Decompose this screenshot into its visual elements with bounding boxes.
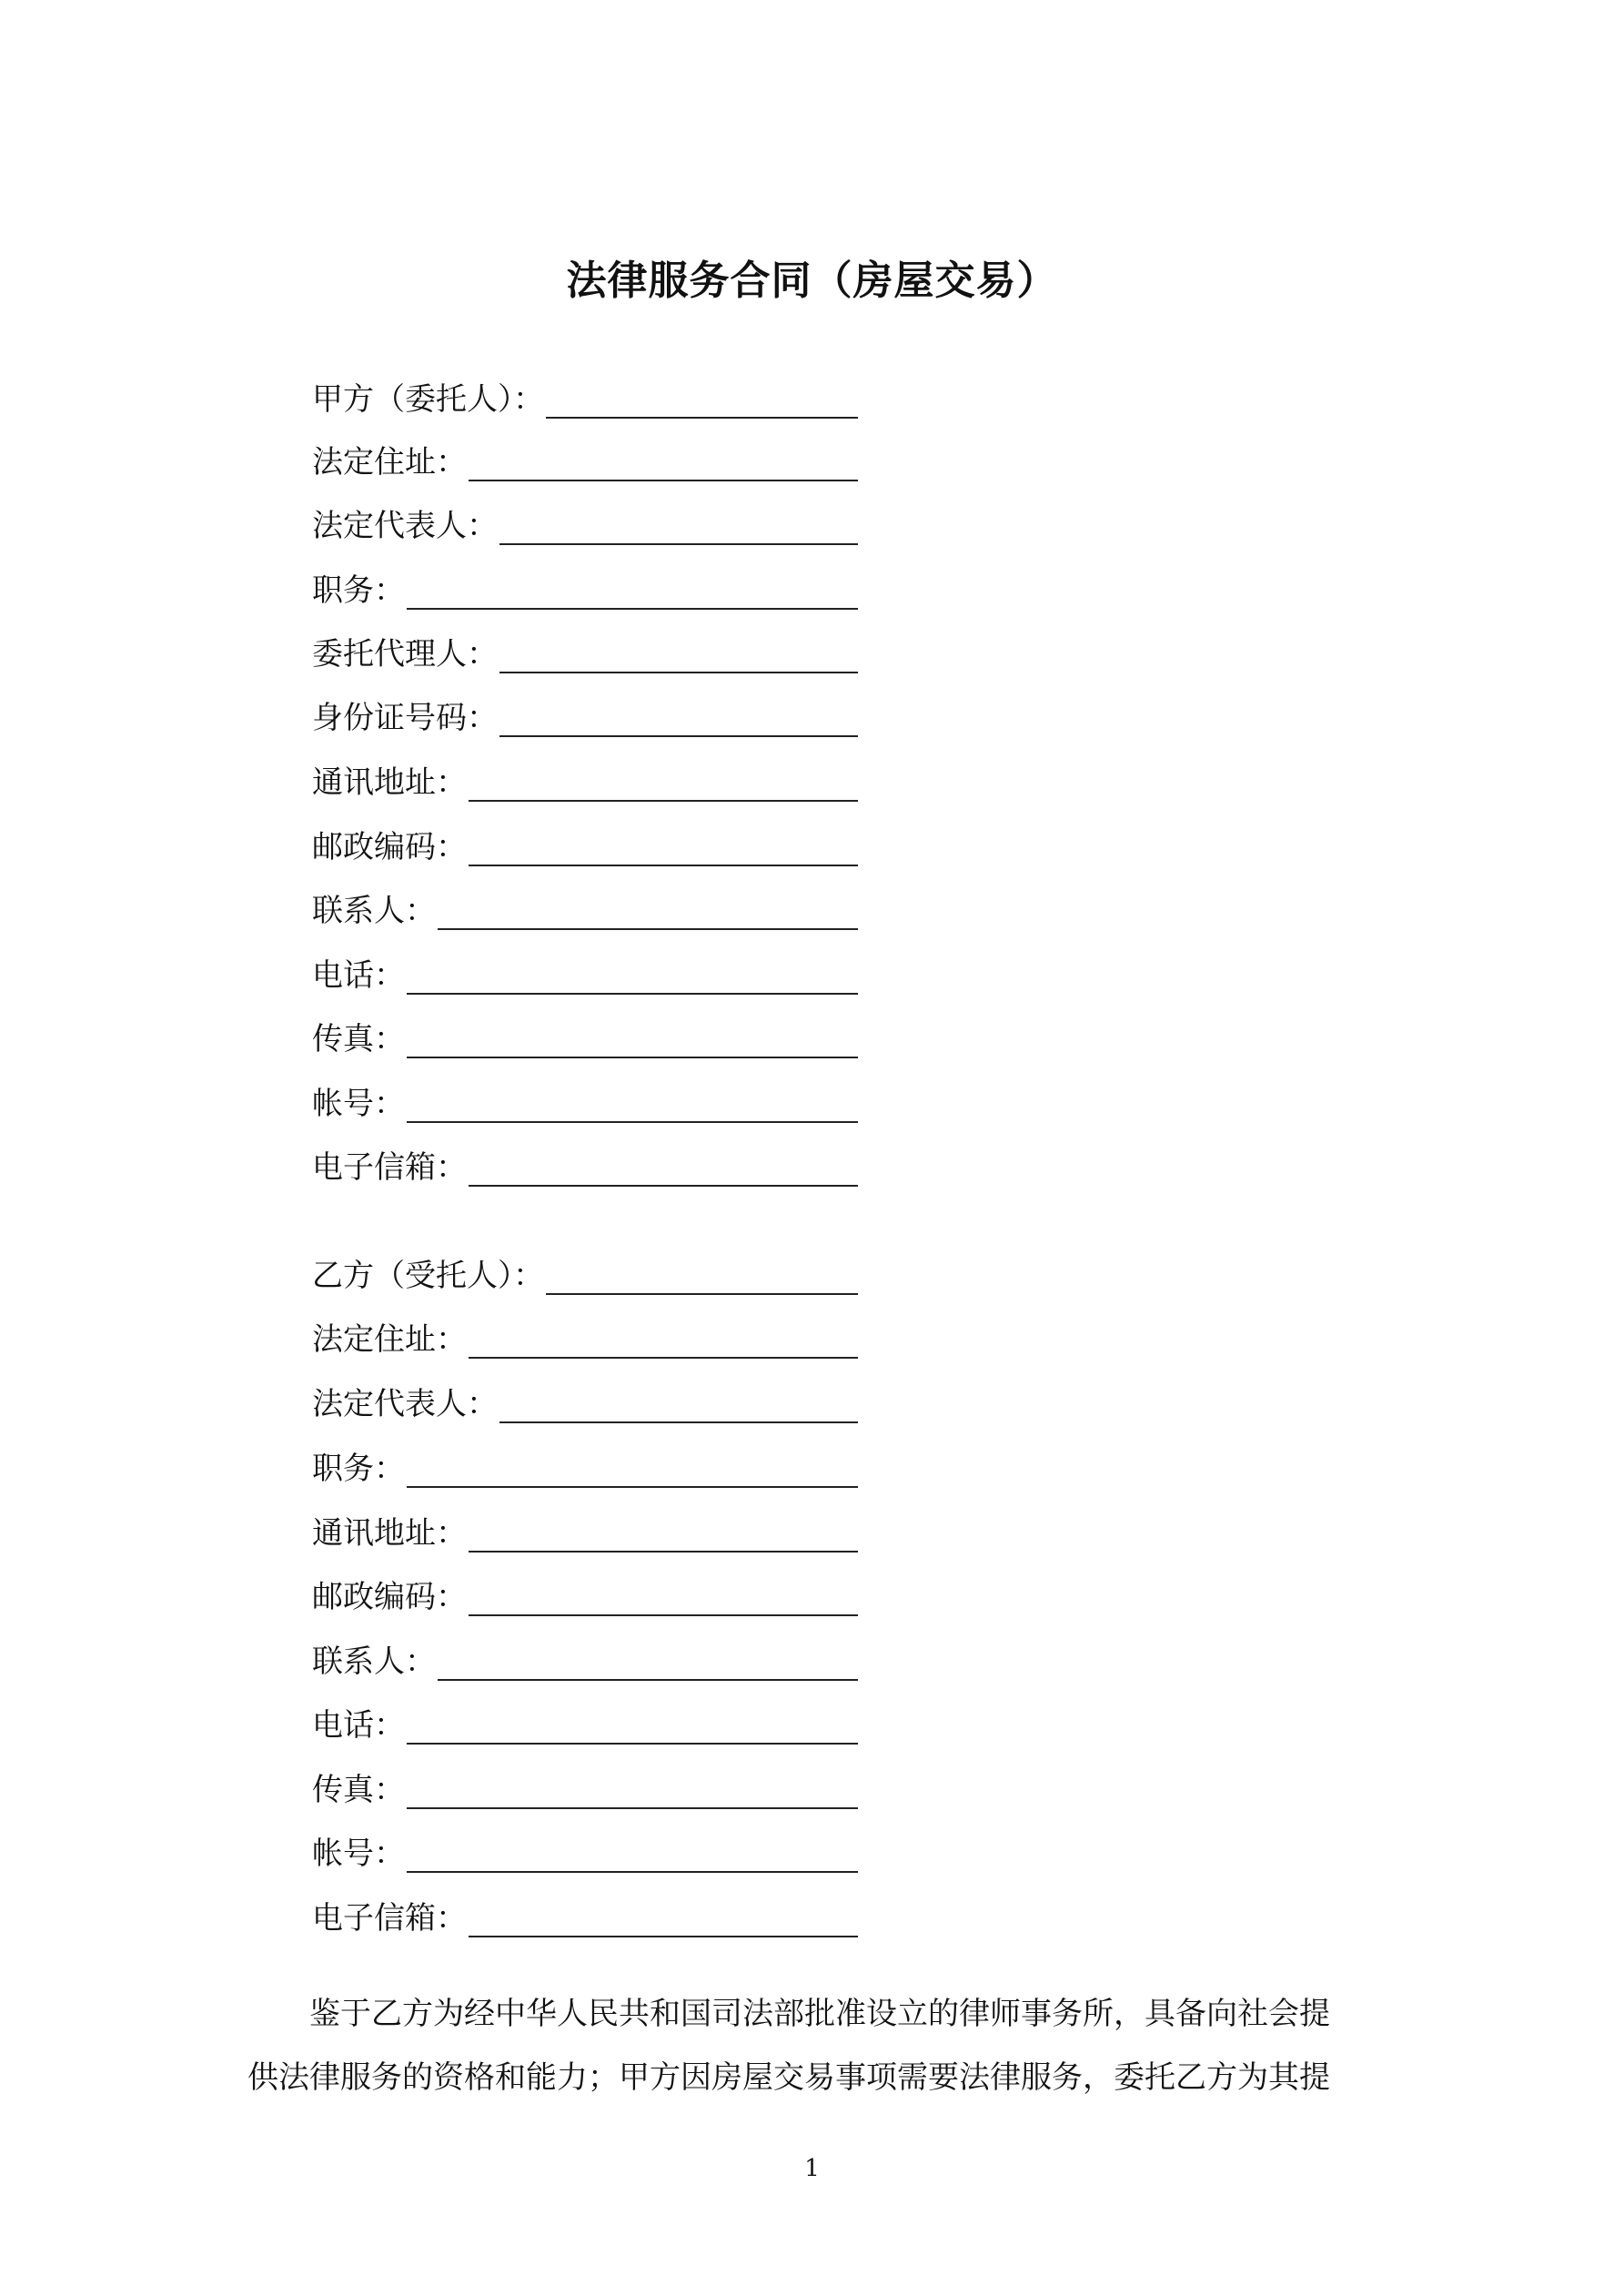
fill-in-blank xyxy=(407,1708,858,1745)
field-label: 身份证号码： xyxy=(312,700,498,736)
field-label: 法定代表人： xyxy=(312,1386,498,1422)
fill-in-blank xyxy=(407,1836,858,1873)
party-a-field-mailing-address xyxy=(312,756,858,802)
party-a-field-legal-representative xyxy=(312,500,858,545)
field-label: 职务： xyxy=(312,572,405,609)
party-a-field-agent xyxy=(312,628,858,673)
field-label: 法定代表人： xyxy=(312,508,498,544)
field-label: 帐号： xyxy=(312,1836,405,1872)
fill-in-blank xyxy=(407,958,858,995)
field-label: 传真： xyxy=(312,1021,405,1057)
fill-in-blank xyxy=(407,1773,858,1809)
fill-in-blank xyxy=(469,830,858,866)
document-title: 法律服务合同（房屋交易） xyxy=(566,258,1058,304)
party-a-field-legal-address xyxy=(312,436,858,481)
party-a-field-id-number xyxy=(312,692,858,737)
party-a-field-account xyxy=(312,1077,858,1123)
fill-in-blank xyxy=(469,1322,858,1359)
fill-in-blank xyxy=(546,1259,858,1295)
party-a-field-phone xyxy=(312,949,858,995)
fill-in-blank xyxy=(499,637,858,673)
field-label: 电子信箱： xyxy=(312,1900,467,1937)
fill-in-blank xyxy=(469,445,858,481)
fill-in-blank xyxy=(438,1644,858,1681)
party-a-field-position xyxy=(312,564,858,610)
fill-in-blank xyxy=(469,765,858,802)
fill-in-blank xyxy=(499,509,858,545)
party-b-field-phone xyxy=(312,1699,858,1745)
party-a-field-fax xyxy=(312,1013,858,1058)
field-label: 电子信箱： xyxy=(312,1149,467,1186)
fill-in-blank xyxy=(438,894,858,930)
party-b-field-position xyxy=(312,1442,858,1488)
field-label: 传真： xyxy=(312,1772,405,1808)
preamble-line: 鉴于乙方为经中华人民共和国司法部批准设立的律师事务所，具备向社会提 xyxy=(247,1996,1330,2032)
fill-in-blank xyxy=(469,1901,858,1937)
field-label: 通讯地址： xyxy=(312,1515,467,1552)
party-a-field-email xyxy=(312,1141,858,1187)
field-label: 通讯地址： xyxy=(312,764,467,801)
field-label: 电话： xyxy=(312,957,405,994)
fill-in-blank xyxy=(407,1022,858,1058)
field-label: 法定住址： xyxy=(312,1321,467,1358)
page-number: 1 xyxy=(804,2155,820,2182)
field-label: 职务： xyxy=(312,1451,405,1487)
fill-in-blank xyxy=(407,1451,858,1488)
fill-in-blank xyxy=(499,701,858,737)
party-a-field-postcode xyxy=(312,821,858,866)
field-label: 甲方（委托人）： xyxy=(312,381,544,418)
field-label: 委托代理人： xyxy=(312,636,498,673)
party-b-field-mailing-address xyxy=(312,1507,858,1553)
fill-in-blank xyxy=(499,1387,858,1423)
field-label: 电话： xyxy=(312,1707,405,1744)
fill-in-blank xyxy=(546,382,858,419)
fill-in-blank xyxy=(469,1580,858,1616)
field-label: 联系人： xyxy=(312,1644,436,1680)
field-label: 联系人： xyxy=(312,893,436,929)
field-label: 帐号： xyxy=(312,1086,405,1122)
fill-in-blank xyxy=(469,1150,858,1187)
party-b-field-trustee xyxy=(312,1249,858,1295)
party-b-field-email xyxy=(312,1892,858,1937)
party-a-field-client xyxy=(312,373,858,419)
party-b-field-fax xyxy=(312,1764,858,1809)
party-b-field-account xyxy=(312,1827,858,1873)
field-label: 邮政编码： xyxy=(312,1579,467,1615)
field-label: 邮政编码： xyxy=(312,829,467,865)
field-label: 乙方（受托人）： xyxy=(312,1258,544,1294)
preamble-paragraph xyxy=(247,1982,1389,2109)
party-b-field-postcode xyxy=(312,1571,858,1616)
party-a-field-contact xyxy=(312,885,858,930)
field-label: 法定住址： xyxy=(312,444,467,480)
fill-in-blank xyxy=(469,1516,858,1553)
fill-in-blank xyxy=(407,573,858,610)
party-b-field-contact xyxy=(312,1635,858,1681)
party-b-field-legal-address xyxy=(312,1313,858,1359)
party-b-field-legal-representative xyxy=(312,1378,858,1423)
fill-in-blank xyxy=(407,1087,858,1123)
preamble-line: 供法律服务的资格和能力；甲方因房屋交易事项需要法律服务，委托乙方为其提 xyxy=(247,2059,1330,2096)
